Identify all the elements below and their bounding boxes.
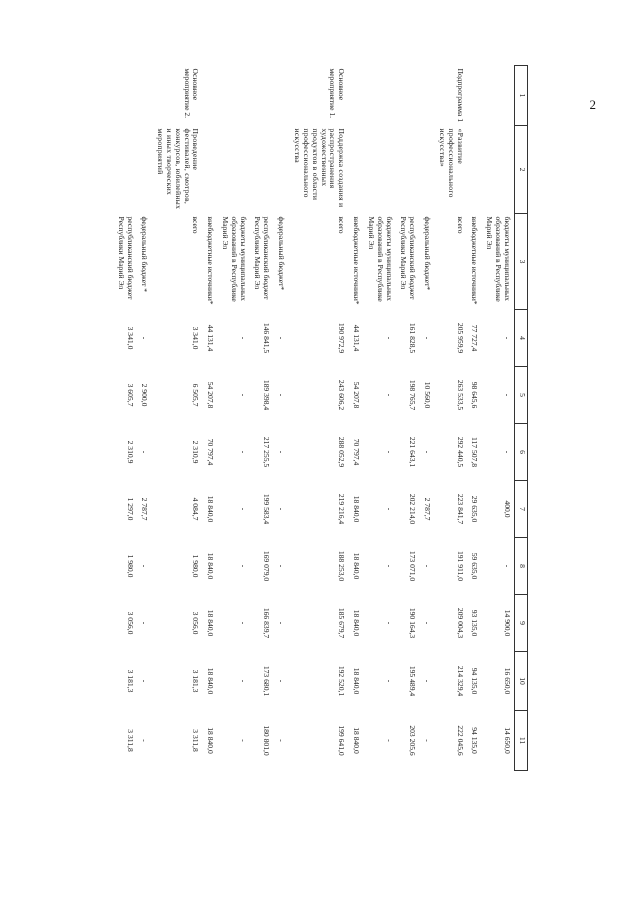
value-cell: - [422,336,432,340]
value-cell: - [238,393,248,397]
program-code-cell [419,66,433,126]
value-cell: - [140,564,150,568]
funding-source-cell: бюджеты муниципальных образований в Республике Марий Эл [220,216,248,302]
value-cell: 59 635,0 [470,552,480,580]
value-cell: - [503,336,512,340]
program-code-cell: Подпрограмма 1 [455,68,465,122]
value-cell: - [384,507,394,511]
value-cell: - [384,739,394,742]
value-cell: 18 840,0 [205,552,215,580]
value-cell: - [384,564,394,568]
value-cell: - [140,450,150,454]
column-number-row [515,66,528,771]
value-cell: 190 164,3 [408,607,418,639]
value-cell: - [422,564,432,568]
funding-source-cell: бюджеты муниципальных образований в Республике Марий Эл [485,216,512,302]
value-cell: 18 840,0 [205,609,215,637]
column-number-9: 9 [515,595,528,652]
value-cell: 94 135,0 [470,667,480,695]
value-cell: - [276,336,286,340]
table-row [348,66,362,771]
value-cell: 195 489,4 [408,665,418,697]
table-row [363,66,396,771]
program-name-cell: Поддержка создания и распространения художественных продуктов в области профессионального искусства [292,128,347,208]
value-cell: - [422,739,432,742]
program-name-cell [202,126,216,214]
value-cell: 198 765,7 [408,379,418,411]
value-cell: - [276,739,286,742]
program-name-cell [217,126,250,214]
value-cell: 192 520,1 [337,665,347,697]
value-cell: - [238,336,248,340]
value-cell: - [276,507,286,511]
program-code-cell [137,66,151,126]
funding-source-cell: всего [455,216,465,234]
funding-source-cell: республиканский бюджет Республики Марий Эл [253,216,272,300]
value-cell: 2 900,0 [140,383,150,407]
table-row [273,66,287,771]
column-number-1: 1 [515,66,528,126]
value-cell: - [140,679,150,683]
value-cell: - [238,507,248,511]
value-cell: 209 004,3 [455,607,465,639]
value-cell: 18 840,0 [351,667,361,695]
program-name-cell [419,126,433,214]
column-number-8: 8 [515,538,528,595]
value-cell: - [238,450,248,454]
value-cell: 44 131,4 [351,324,361,352]
value-cell: 18 840,0 [351,609,361,637]
program-code-cell: Основное мероприятие 2. [182,68,201,119]
value-cell: 1 297,0 [125,497,135,521]
value-cell: - [384,393,394,397]
program-name-cell [396,126,420,214]
table-row [419,66,433,771]
table-row [137,66,151,771]
value-cell: 199 641,0 [337,725,347,756]
program-name-cell [250,126,274,214]
value-cell: 180 801,0 [262,725,272,756]
column-number-3: 3 [515,214,528,310]
value-cell: - [503,450,512,454]
value-cell: 3 605,7 [125,383,135,407]
value-cell: 14 900,0 [503,609,512,637]
column-number-7: 7 [515,481,528,538]
program-code-cell [363,66,396,126]
value-cell: - [276,393,286,397]
program-name-cell [137,126,151,214]
value-cell: - [503,564,512,568]
program-name-cell: «Развитие профессионального искусства» [437,128,465,198]
value-cell: 222 045,6 [455,725,465,756]
value-cell: 16 650,0 [503,667,512,695]
table-row [434,66,467,771]
value-cell: - [276,564,286,568]
value-cell: 292 440,5 [455,436,465,468]
value-cell: 54 207,8 [205,381,215,409]
value-cell: 202 214,0 [408,493,418,525]
value-cell: 169 079,0 [262,550,272,582]
value-cell: 70 797,4 [205,438,215,466]
value-cell: 146 841,5 [262,322,272,354]
table-row [250,66,274,771]
value-cell: 263 533,5 [455,379,465,411]
value-cell: 173 071,0 [408,550,418,582]
value-cell: - [140,739,150,742]
program-code-cell [481,66,514,126]
value-cell: 3 181,3 [125,669,135,693]
value-cell: - [238,564,248,568]
value-cell: 217 255,5 [262,436,272,468]
funding-source-cell: федеральный бюджет* [276,216,286,291]
program-code-cell [273,66,287,126]
value-cell: - [422,621,432,625]
funding-source-cell: внебюджетные источники* [205,216,215,305]
value-cell: 3 341,0 [125,326,135,350]
value-cell: 203 205,6 [408,725,418,756]
value-cell: 190 972,9 [337,322,347,354]
value-cell: 18 840,0 [205,495,215,523]
program-name-cell [113,126,137,214]
value-cell: - [140,336,150,340]
value-cell: - [276,621,286,625]
value-cell: 1 980,0 [191,554,201,578]
column-number-4: 4 [515,310,528,367]
value-cell: 2 310,9 [191,440,201,464]
program-name-cell [481,126,514,214]
funding-source-cell: федеральный бюджет* [422,216,432,291]
value-cell: 3 056,0 [191,611,201,635]
value-cell: - [384,679,394,683]
value-cell: - [384,621,394,625]
value-cell: 2 310,9 [125,440,135,464]
funding-source-cell: внебюджетные источники* [351,216,361,305]
funding-source-cell: бюджеты муниципальных образований в Республике Марий Эл [366,216,394,302]
column-number-5: 5 [515,367,528,424]
funding-source-cell: республиканский бюджет Республики Марий Эл [399,216,418,300]
rotated-table-container [113,65,528,770]
value-cell: - [276,679,286,683]
program-name-cell [363,126,396,214]
value-cell: 2 787,7 [140,497,150,521]
page-number: 2 [589,97,596,112]
value-cell: 18 840,0 [205,667,215,695]
value-cell: 117 507,8 [470,436,480,468]
value-cell: 166 839,7 [262,607,272,639]
value-cell: 214 329,4 [455,665,465,697]
value-cell: 77 727,4 [470,324,480,352]
value-cell: 219 216,4 [337,493,347,525]
value-cell: 18 840,0 [205,727,215,754]
value-cell: 93 135,0 [470,609,480,637]
program-code-cell [217,66,250,126]
value-cell: 4 084,7 [191,497,201,521]
value-cell: - [140,621,150,625]
program-name-cell [348,126,362,214]
value-cell: 3 181,3 [191,669,201,693]
column-number-6: 6 [515,424,528,481]
table-row [396,66,420,771]
funding-source-cell: федеральный бюджет * [140,216,150,293]
value-cell: 205 959,9 [455,322,465,354]
value-cell: 18 840,0 [351,495,361,523]
column-number-10: 10 [515,652,528,711]
value-cell: 3 311,8 [125,729,135,752]
program-code-cell [202,66,216,126]
value-cell: - [384,450,394,454]
table-body [113,66,515,771]
value-cell: 54 207,8 [351,381,361,409]
value-cell: - [276,450,286,454]
value-cell: - [238,739,248,742]
program-code-cell: Основное мероприятие 1. [328,68,347,119]
value-cell: 188 253,0 [337,550,347,582]
value-cell: 18 840,0 [351,552,361,580]
value-cell: 6 505,7 [191,383,201,407]
table-row [467,66,481,771]
value-cell: 185 679,7 [337,607,347,639]
program-code-cell [467,66,481,126]
program-code-cell [113,66,137,126]
program-code-cell [250,66,274,126]
value-cell: - [422,679,432,683]
budget-table [113,65,528,771]
value-cell: 3 311,8 [191,729,201,752]
value-cell: 2 787,7 [422,497,432,521]
value-cell: - [238,621,248,625]
value-cell: 44 131,4 [205,324,215,352]
value-cell: 288 052,9 [337,436,347,468]
table-row [202,66,216,771]
value-cell: 14 650,0 [503,727,512,754]
value-cell: 400,0 [503,500,512,518]
value-cell: 70 797,4 [351,438,361,466]
value-cell: 189 398,4 [262,379,272,411]
table-row [151,66,202,771]
value-cell: 221 643,1 [408,436,418,468]
value-cell: 3 341,0 [191,326,201,350]
value-cell: - [238,679,248,683]
table-row [217,66,250,771]
value-cell: 1 980,0 [125,554,135,578]
value-cell: 199 583,4 [262,493,272,525]
funding-source-cell: внебюджетные источники* [470,216,480,305]
program-name-cell: Проведение фестивалей, смотров, конкурсов, юбилейных и иных творческих мероприятий [155,128,201,210]
value-cell: 223 841,7 [455,493,465,525]
value-cell: 10 560,0 [422,381,432,409]
program-code-cell [396,66,420,126]
funding-source-cell: республиканский бюджет Республики Марий Эл [116,216,135,300]
value-cell: 161 828,5 [408,322,418,354]
value-cell: 3 056,0 [125,611,135,635]
column-number-11: 11 [515,711,528,771]
value-cell: 94 135,0 [470,727,480,754]
funding-source-cell: всего [191,216,201,234]
program-name-cell [467,126,481,214]
program-name-cell [273,126,287,214]
value-cell: 243 606,2 [337,379,347,411]
program-code-cell [348,66,362,126]
column-number-2: 2 [515,126,528,214]
table-row [481,66,514,771]
value-cell: - [422,450,432,454]
value-cell: - [503,393,512,397]
funding-source-cell: всего [337,216,347,234]
value-cell: 98 645,6 [470,381,480,409]
value-cell: - [384,336,394,340]
value-cell: 29 635,0 [470,495,480,523]
value-cell: 18 840,0 [351,727,361,754]
table-row [288,66,349,771]
value-cell: 173 680,1 [262,665,272,697]
value-cell: 191 911,0 [455,550,465,582]
table-row [113,66,137,771]
